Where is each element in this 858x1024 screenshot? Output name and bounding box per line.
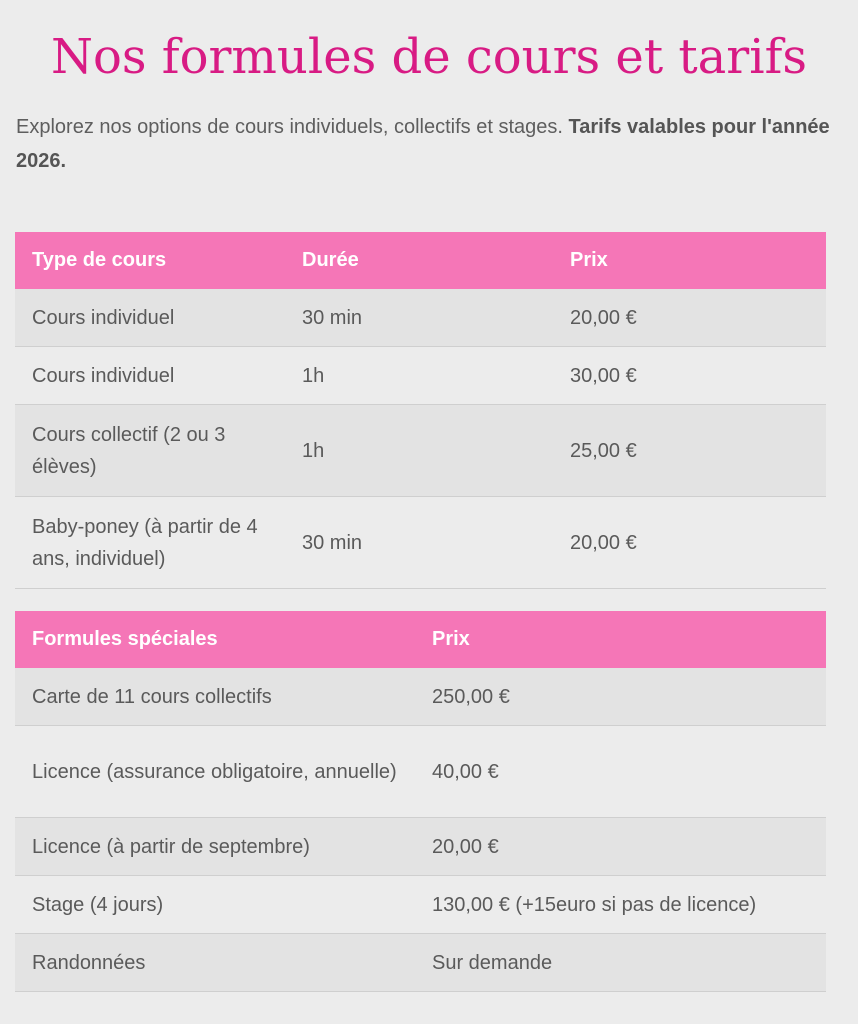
table-row (15, 668, 826, 726)
header-price: Prix (432, 628, 470, 650)
table-row (15, 934, 826, 992)
price-cell: Sur demande (415, 934, 826, 992)
offer-cell: Randonnées (15, 934, 415, 992)
header-price: Prix (570, 249, 608, 271)
duration-cell: 1h (285, 405, 553, 497)
table-row (15, 726, 826, 818)
table-row (15, 818, 826, 876)
intro-validity-note: Tarifs valables pour l'année 2026. (16, 116, 830, 172)
price-cell: 130,00 € (+15euro si pas de licence) (415, 876, 826, 934)
table-row (15, 347, 826, 405)
duration-cell: 30 min (285, 289, 553, 347)
offer-cell: Stage (4 jours) (15, 876, 415, 934)
course-type-cell: Baby-poney (à partir de 4 ans, individuel) (15, 497, 285, 589)
duration-cell: 1h (285, 347, 553, 405)
table-row (15, 876, 826, 934)
price-cell: 20,00 € (553, 289, 826, 347)
table-row (15, 497, 826, 589)
price-cell: 20,00 € (415, 818, 826, 876)
table-header-row (15, 232, 826, 289)
course-type-cell: Cours individuel (15, 347, 285, 405)
intro-paragraph (16, 110, 836, 178)
header-duration: Durée (302, 249, 359, 271)
header-course-type: Type de cours (32, 249, 167, 271)
table-row (15, 405, 826, 497)
courses-price-table (15, 232, 826, 589)
price-cell: 40,00 € (415, 726, 826, 818)
price-cell: 250,00 € (415, 668, 826, 726)
price-cell: 30,00 € (553, 347, 826, 405)
table-row (15, 289, 826, 347)
offer-cell: Licence (à partir de septembre) (15, 818, 415, 876)
duration-cell: 30 min (285, 497, 553, 589)
course-type-cell: Cours collectif (2 ou 3 élèves) (15, 405, 285, 497)
intro-text: Explorez nos options de cours individuels, collectifs et stages. (16, 116, 563, 138)
price-cell: 25,00 € (553, 405, 826, 497)
page-title: Nos formules de cours et tarifs (51, 29, 807, 85)
price-cell: 20,00 € (553, 497, 826, 589)
offer-cell: Licence (assurance obligatoire, annuelle) (15, 726, 415, 818)
offer-cell: Carte de 11 cours collectifs (15, 668, 415, 726)
course-type-cell: Cours individuel (15, 289, 285, 347)
special-offers-table (15, 611, 826, 992)
header-special-offer: Formules spéciales (32, 628, 218, 650)
table-header-row (15, 611, 826, 668)
